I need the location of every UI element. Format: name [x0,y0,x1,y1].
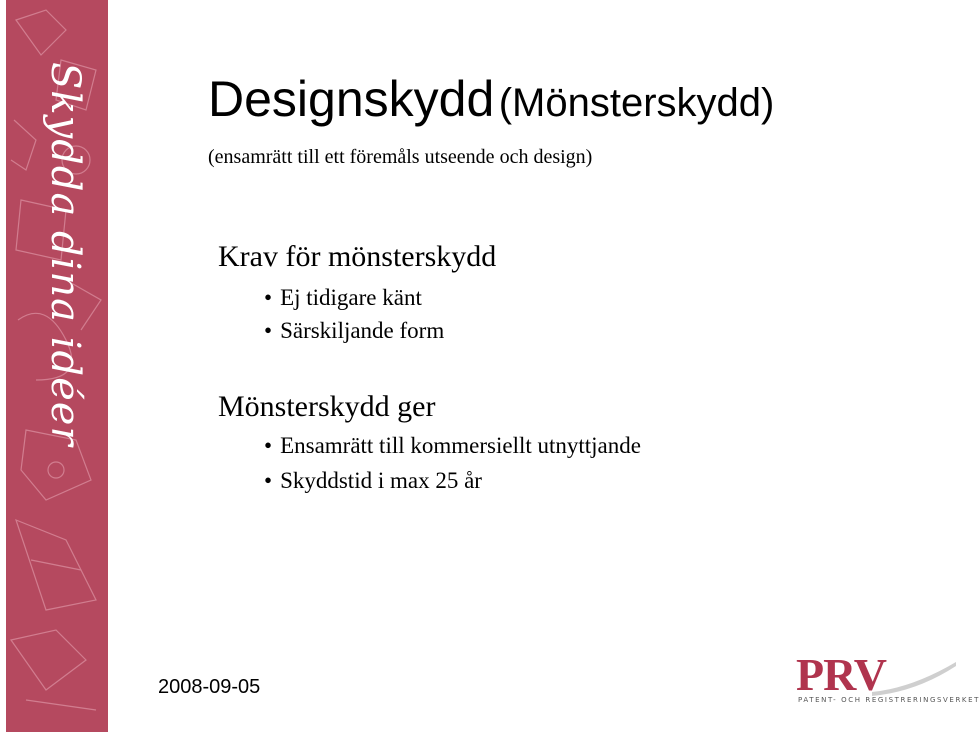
prv-logo [796,649,980,712]
slide-subtitle: (ensamrätt till ett föremåls utseende och design) [208,146,593,168]
footer-date: 2008-09-05 [158,676,261,698]
bullet-text: Särskiljande form [280,318,445,343]
bullet-item [264,468,482,494]
bullet-dot: • [264,468,273,493]
logo-swoosh-icon [872,658,956,696]
bullet-item [264,285,422,311]
bullet-item [264,433,641,459]
decorative-sidebar [6,0,108,732]
logo-tagline: PATENT- OCH REGISTRERINGSVERKET [798,696,980,704]
bullet-dot: • [264,318,273,343]
bullet-text: Ej tidigare känt [280,285,422,310]
sidebar-slogan: Skydda dina idéer [42,62,88,447]
bullet-dot: • [264,433,273,458]
section-heading-requirements: Krav för mönsterskydd [218,240,497,273]
title-parenthetical: (Mönsterskydd) [498,81,775,125]
bullet-item [264,318,444,344]
title-main: Designskydd [208,71,495,127]
bullet-text: Ensamrätt till kommersiellt utnyttjande [280,433,641,458]
section-heading-benefits: Mönsterskydd ger [218,390,436,423]
bullet-text: Skyddstid i max 25 år [280,468,482,493]
logo-letters: PRV [796,649,886,700]
slide-title [208,71,775,127]
bullet-dot: • [264,285,273,310]
